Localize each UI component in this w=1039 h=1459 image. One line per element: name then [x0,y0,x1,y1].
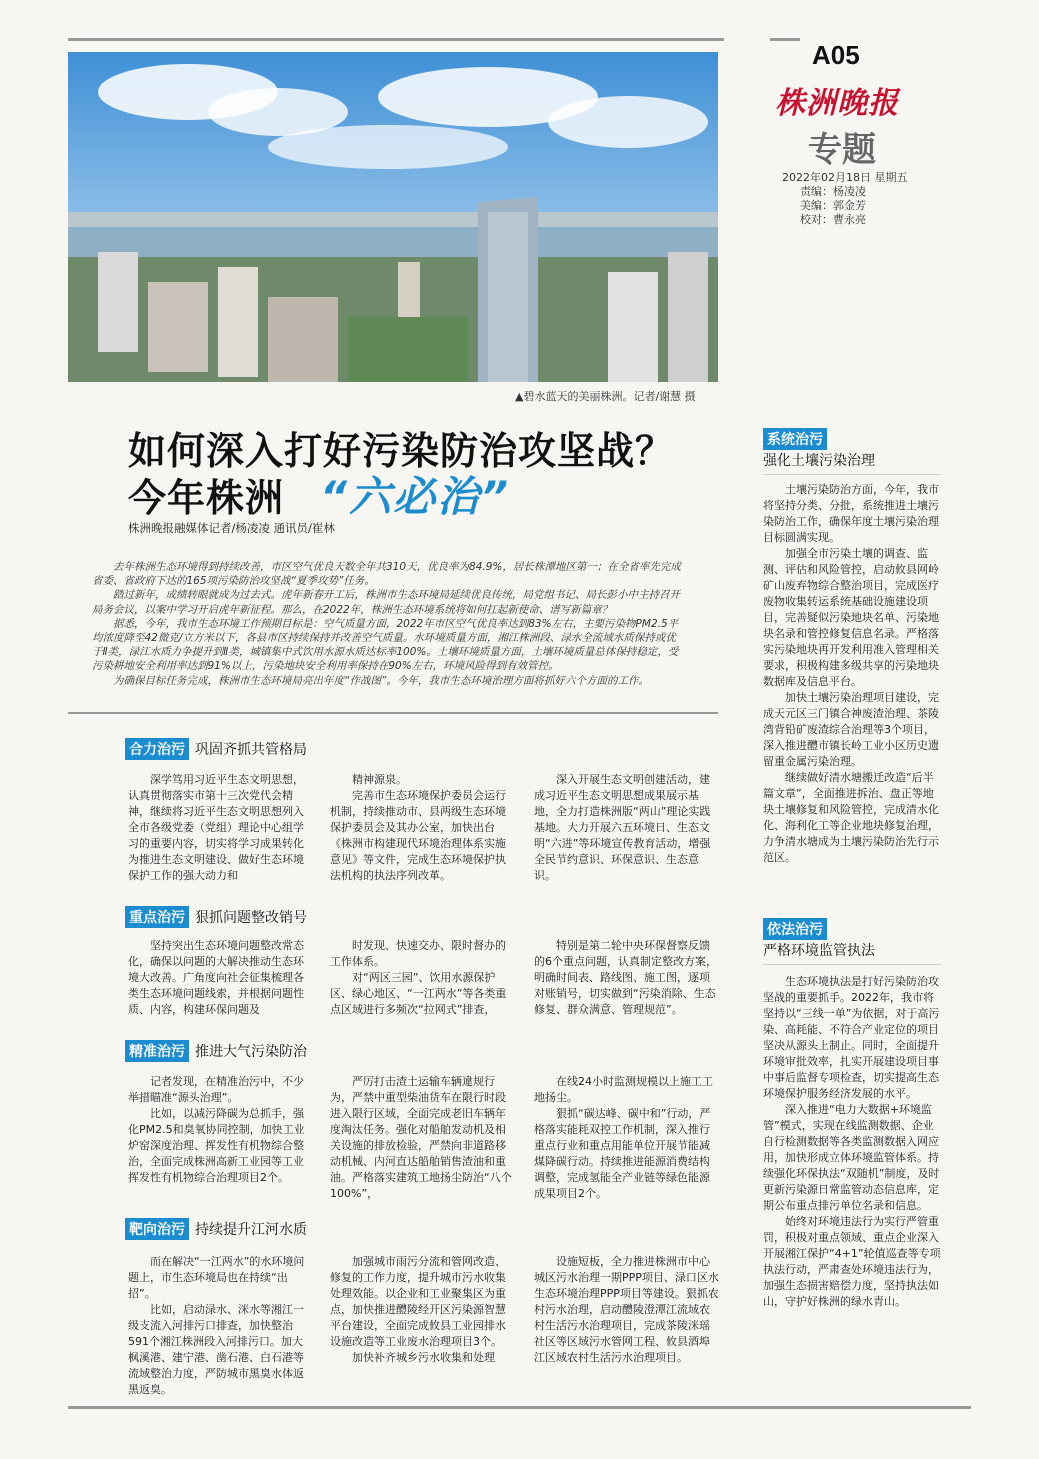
bottom-rule [68,1406,971,1409]
headline-line-1: 如何深入打好污染防治攻坚战？ [128,429,675,473]
top-rule-right [770,38,800,41]
lead-divider [68,712,718,714]
editor-credit: 责编：杨凌凌 [800,185,866,198]
proof-credit: 校对：曹永亮 [800,213,866,226]
lead-paragraph: 据悉，今年，我市生态环境工作预期目标是：空气质量方面，2022年市区空气优良率达到83%左右，主要污染物PM2.5平均浓度降至42微克/立方米以下，各县市区持续保持并改善空气质量。水环境质量方面，湘江株洲段、渌水全流域水质保持或优于Ⅱ类，渌江水质力争提升到Ⅱ类，城镇集中式饮用水源水质达标率100%。土壤环境质量方面，土壤环境质量总体保持稳定，受污染耕地安全利用率达到91%以上，污染地块安全利用率保持在90%左右，环境风险得到有效管控。 [92,617,679,673]
section-heading [125,738,307,758]
section-heading [125,1040,307,1060]
section-tag: 系统治污 [763,428,827,450]
right-section-2-body: 生态环境执法是打好污染防治攻坚战的重要抓手。2022年，我市将坚持以“三线一单”为依据，对于高污染、高耗能、不符合产业定位的项目坚决从源头上制止。同时，全面提升环境审批效率，扎实开展建设项目事中事后监督专项检查，切实提高生态环境保护服务经济发展的水平。 深入推进“电力大数据+环境监管”模式，实现在线监测数据、企业自行检测数据等各类监测数据入网应用，加快形成立体环境监管体系。持续强化环保执法“双随机”制度，及时更新污染源日常监管动态信息库，定期公布重点排污单位名录和信息。 始终对环境违法行为实行严管重罚，积极对重点领域、重点企业深入开展湘江保护“4+1”轮值巡查等专项执法行动，严肃查处环境违法行为，加强生态损害赔偿力度，坚持执法如山，守护好株洲的绿水青山。 [763,975,941,1308]
paragraph: 完善市生态环境保护委员会运行机制，持续推动市、县两级生态环境保护委员会及其办公室，加快出台《株洲市构建现代环境治理体系实施意见》等文件，完成生态环境保护执法机构的执法序列改革。 [330,789,506,882]
masthead-logo: 株洲晚报 [775,86,899,121]
section-tag: 重点治污 [125,906,189,928]
headline-line-2: 今年株洲 [128,476,285,520]
lead-paragraph: 踏过新年，成绩转眼就成为过去式。虎年新春开工后，株洲市生态环境局延续优良传统，局党组书记、局长彭小中主持召开局务会议，以案中学习开启虎年新征程。那么，在2022年，株洲生态环境系统将如何扛起新使命、谱写新篇章？ [92,589,680,616]
section-tag: 合力治污 [125,738,189,760]
section-2-col-3: 特别是第二轮中央环保督察反馈的6个重点问题，认真制定整改方案，明确时间表、路线图、施工图，逐项对账销号，切实做到“污染消除、生态修复、群众满意、管理规范”。 [534,939,717,1016]
section-title: 推进大气污染防治 [195,1044,307,1060]
top-rule [68,38,724,41]
section-heading [763,428,827,448]
issue-date: 2022年02月18日 星期五 [782,171,908,184]
section-3-col-3: 在线24小时监测规模以上施工工地扬尘。 狠抓“碳达峰、碳中和”行动，严格落实能耗双控工作机制，深入推行重点行业和重点用能单位开展节能减煤降碳行动。持续推进能源消费结构调整，完成氢能全产业链等绿色能源成果项目2个。 [534,1074,719,1202]
section-heading [763,918,827,938]
section-title: 强化土壤污染治理 [763,453,875,469]
section-4-col-1: 而在解决“一江两水”的水环境问题上，市生态环境局也在持续“出招”。 比如，启动渌水、洣水等湘江一级支流入河排污口排查，加快整治591个湘江株洲段入河排污口。加大枫溪港、建宁港、凿石港、白石港等流域整治力度，严防城市黑臭水体返黑返臭。 [128,1254,313,1398]
paragraph: 加快补齐城乡污水收集和处理 [352,1351,495,1364]
section-tag: 精准治污 [125,1040,189,1062]
section-tag: 靶向治污 [125,1218,189,1240]
section-title: 巩固齐抓共管格局 [195,742,307,758]
section-title: 持续提升江河水质 [195,1222,307,1238]
right-section-1-body: 土壤污染防治方面，今年，我市将坚持分类、分批，系统推进土壤污染防治工作，确保年度土壤污染治理目标圆满实现。 加强全市污染土壤的调查、监测、评估和风险管控，启动攸县网岭矿山废弃物综合整治项目，完成医疗废物收集转运系统基础设施建设项目，完善疑似污染地块名单、污染地块名录和管控修复信息名录。严格落实污染地块再开发利用准入管理相关要求，积极构建多级共享的污染地块数据库及信息平台。 加快土壤污染治理项目建设，完成天元区三门镇合神废渣治理、茶陵湾背铅矿废渣综合治理等3个项目，深入推进醴市镇长岭工业小区历史遗留重金属污染治理。 继续做好清水塘搬迁改造“后半篇文章”，全面推进拆治、盘正等地块土壤修复和风险管控，完成清水化化、海利化工等企业地块修复治理，力争清水塘成为土壤污染防治先行示范区。 [763,483,939,864]
photo-caption: ▲碧水蓝天的美丽株洲。记者/谢慧 摄 [515,390,696,403]
section-1-col-3: 深入开展生态文明创建活动，建成习近平生态文明思想成果展示基地，全力打造株洲版“两山”理论实践基地。大力开展六五环境日、生态文明“六进”等环境宣传教育活动，增强全民节约意识、环保意识、生态意识。 [534,773,711,882]
section-title: 严格环境监管执法 [763,943,875,959]
divider [763,964,941,965]
section-4-col-3: 设施短板，全力推进株洲市中心城区污水治理一期PPP项目、渌口区水生态环境治理PPP项目等建设。狠抓农村污水治理，启动醴陵澄潭江流域农村生活污水治理项目，完成茶陵洣瑶社区等区域污水管网工程、攸县酒埠江区域农村生活污水治理项目。 [534,1255,719,1364]
section-1-col-1: 深学笃用习近平生态文明思想，认真贯彻落实市第十三次党代会精神，继续将习近平生态文明思想列入全市各级党委（党组）理论中心组学习的重要内容，切实将学习成果转化为推进生态文明建设、做好生态环境保护工作的强大动力和 [128,773,304,882]
lead-paragraph: 去年株洲生态环境得到持续改善，市区空气优良天数全年共310天，优良率为84.9%，居长株潭地区第一；在全省率先完成省委、省政府下达的165项污染防治攻坚战“夏季攻势”任务。 [92,561,681,588]
section-heading [125,1218,307,1238]
paragraph: 比如，启动渌水、洣水等湘江一级支流入河排污口排查，加快整治591个湘江株洲段入河排污口。加大枫溪港、建宁港、凿石港、白石港等流域整治力度，严防城市黑臭水体返黑返臭。 [128,1303,304,1396]
byline: 株洲晚报融媒体记者/杨凌凌 通讯员/崔林 [128,521,335,535]
designer-credit: 美编：郭金芳 [800,199,866,212]
section-heading [125,906,307,926]
section-3-col-2: 严厉打击渣土运输车辆違规行为，严禁中重型柴油货车在限行时段进入限行区域，全面完成老旧车辆年度淘汰任务。强化对船舶发动机及相关设施的排放检验，严禁向非道路移动机械、内河直达船舶销售渣油和重油。严格落实建筑工地扬尘防治“八个100%”， [330,1075,512,1200]
lead-paragraphs [92,560,682,688]
cityscape-photo [68,52,718,382]
section-tag: 依法治污 [763,918,827,940]
section-2-col-1: 坚持突出生态环境问题整改常态化，确保以问题的大解决推动生态环境大改善。广角度向社会征集梳理各类生态环境问题线索，并根据问题性质、内容，构建环保问题及 [128,939,304,1016]
section-2-col-2: 时发现、快速交办、限时督办的工作体系。 对“两区三园”、饮用水源保护区、绿心地区、“一江两水”等各类重点区域进行多频次“拉网式”排查， [330,938,515,1018]
section-title: 狠抓问题整改销号 [195,910,307,926]
lead-paragraph: 为确保目标任务完成，株洲市生态环境局亮出年度“作战图”。今年，我市生态环境治理方面将抓好六个方面的工作。 [113,674,649,687]
section-3-col-1: 记者发现，在精准治污中，不少举措瞄准“源头治理”。 比如，以减污降碳为总抓手，强化PM2.5和臭氧协同控制，加快工业炉窑深度治理、挥发性有机物综合整治，全面完成株洲高新工业园等工业挥发性有机物综合治理项目2个。 [128,1074,313,1186]
section-name: 专题 [808,130,876,170]
section-1-col-2: 精神源泉。 完善市生态环境保护委员会运行机制，持续推动市、县两级生态环境保护委员会及其办公室，加快出台《株洲市构建现代环境治理体系实施意见》等文件，完成生态环境保护执法机构的执法序列改革。 [330,772,515,884]
headline-accent: “六必治” [320,472,511,521]
paragraph: 对“两区三园”、饮用水源保护区、绿心地区、“一江两水”等各类重点区域进行多频次“拉网式”排查， [330,971,507,1016]
section-4-col-2: 加强城市雨污分流和管网改造、修复的工作力度，提升城市污水收集处理效能。以企业和工业聚集区为重点，加快推进醴陵经开区污染源智慧平台建设，全面完成攸县工业园排水设施改造等工业废水治理项目3个。 加快补齐城乡污水收集和处理 [330,1254,515,1366]
page-number: A05 [812,40,860,70]
paragraph: 比如，以减污降碳为总抓手，强化PM2.5和臭氧协同控制，加快工业炉窑深度治理、挥发性有机物综合整治，全面完成株洲高新工业园等工业挥发性有机物综合治理项目2个。 [128,1107,305,1184]
paragraph: 狠抓“碳达峰、碳中和”行动，严格落实能耗双控工作机制，深入推行重点行业和重点用能单位开展节能减煤降碳行动。持续推进能源消费结构调整，完成氢能全产业链等绿色能源成果项目2个。 [534,1107,711,1200]
divider [763,474,941,475]
